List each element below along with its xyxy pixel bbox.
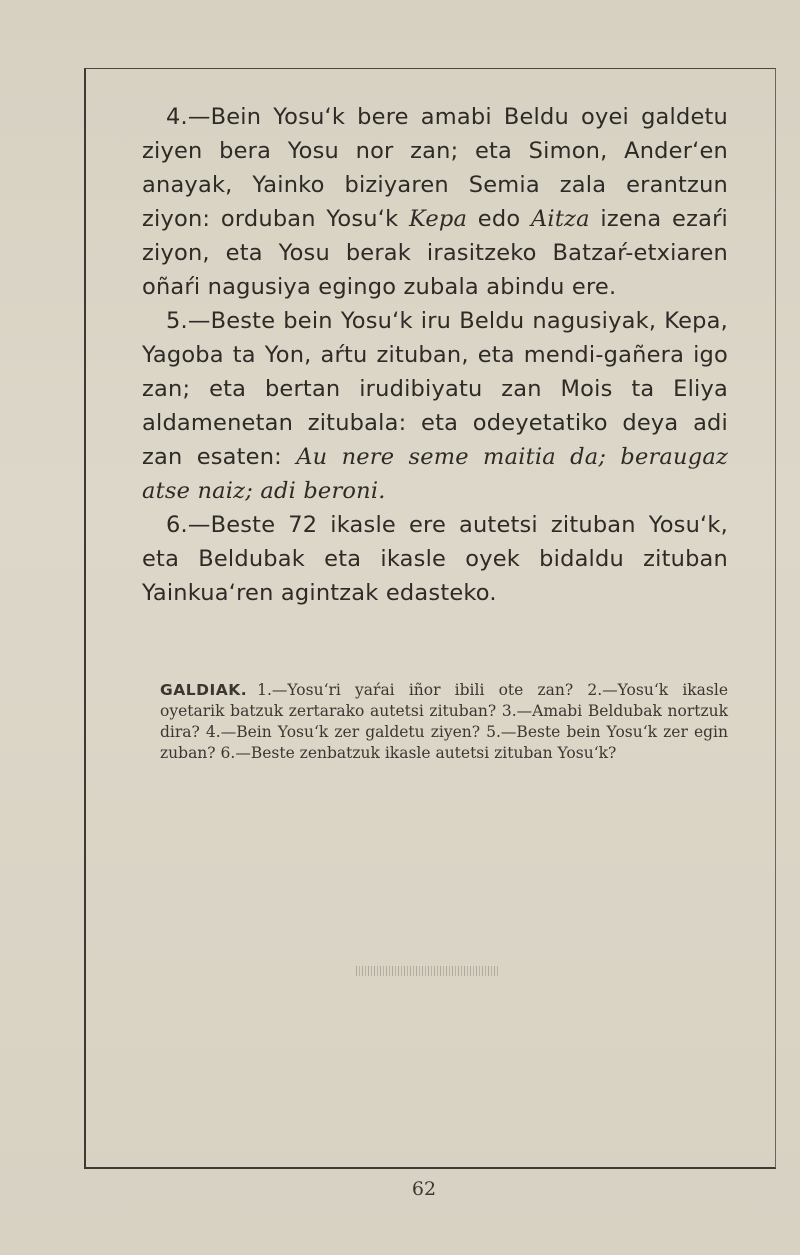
- paragraph-4-text: 4.—Bein Yosu‘k bere amabi Beldu oyei galdetu ziyen bera Yosu nor zan; eta Simon, Ander‘en anayak, Yainko biziyaren Semia zala erantzun ziyon: orduban Yosu‘k: [142, 104, 728, 232]
- italic-quote: Au nere seme maitia da; beraugaz atse naiz; adi beroni.: [142, 444, 728, 504]
- page-number: 62: [411, 1178, 437, 1200]
- paragraph-4-text-3: izena ezaŕi ziyon, eta Yosu berak irasitzeko Batzaŕ-etxiaren oñaŕi nagusiya egingo zubala abindu ere.: [142, 206, 728, 300]
- paragraph-5-text: 5.—Beste bein Yosu‘k iru Beldu nagusiyak, Kepa, Yagoba ta Yon, aŕtu zituban, eta mendi-gañera igo zan; eta bertan irudibiyatu zan Mois ta Eliya aldamenetan zitubala: eta odeyetatiko deya adi zan esaten:: [142, 308, 728, 470]
- paragraph-4-text-2: edo: [467, 206, 531, 232]
- italic-term-aitza: Aitza: [530, 206, 590, 232]
- main-text: [142, 100, 728, 610]
- paragraph-6: 6.—Beste 72 ikasle ere autetsi zituban Yosu‘k, eta Beldubak eta ikasle oyek bidaldu zituban Yainkua‘ren agintzak edasteko.: [142, 512, 728, 606]
- questions-text: 1.—Yosu‘ri yaŕai iñor ibili ote zan? 2.—Yosu‘k ikasle oyetarik batzuk zertarako autetsi zituban? 3.—Amabi Beldubak nortzuk dira? 4.—Bein Yosu‘k zer galdetu ziyen? 5.—Beste bein Yosu‘k zer egin zuban? 6.—Beste zenbatzuk ikasle autetsi zituban Yosu‘k?: [160, 681, 728, 762]
- questions-heading: GALDIAK.: [160, 681, 248, 699]
- italic-term-kepa: Kepa: [408, 206, 468, 232]
- paragraph-5: [142, 304, 728, 508]
- barcode-stamp: [356, 966, 498, 976]
- paragraph-4: [142, 100, 728, 304]
- questions-section: [160, 680, 728, 764]
